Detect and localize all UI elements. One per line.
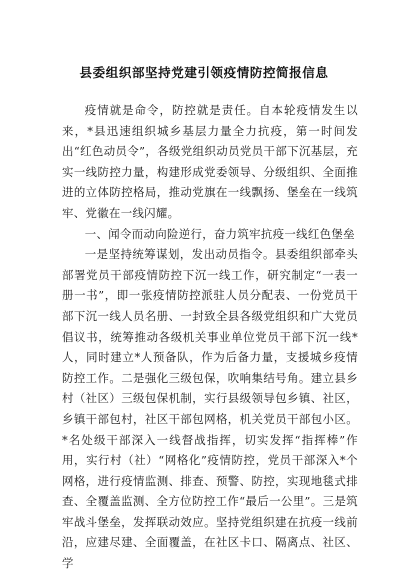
intro-paragraph: 疫情就是命令，防控就是责任。自本轮疫情发生以来，*县迅速组织城乡基层力量全力抗疫，第一时间发出“红色动员令”，各级党组织动员党员干部下沉基层，充实一线防控力量，构建形成党委领导、分级组织、全面推进的立体防控格局，推动党旗在一线飘扬、堡垒在一线筑牢、党徽在一线闪耀。 [62, 103, 358, 220]
document-body [62, 100, 358, 574]
section-heading-1: 一、闻令而动向险逆行，奋力筑牢抗疫一线红色堡垒 [84, 226, 355, 241]
section-1-paragraph: 一是坚持统筹谋划，发出动员指令。县委组织部牵头部署党员干部疫情防控下沉一线工作，研究制定“一表一册一书”，即一张疫情防控派驻人员分配表、一份党员干部下沉一线人员名册、一封致全县各级党组织和广大党员倡议书，统筹推动各级机关事业单位党员干部下沉一线*人，同时建立*人预备队，作为后备力量，支援城乡疫情防控工作。二是强化三级包保，吹响集结号角。建立县乡村（社区）三级包保机制，实行县级领导包乡镇、社区，乡镇干部包村，社区干部包网格，机关党员干部包小区。*名处级干部深入一线督战指挥，切实发挥“指挥棒”作用，实行村（社）“网格化”疫情防控，党员干部深入*个网格，进行疫情监测、排查、预警、防控，实现地毯式排查、全覆盖监测、全方位防控工作“最后一公里”。三是筑牢战斗堡垒，发挥联动效应。坚持党组织建在抗疫一线前沿，应建尽建、全面覆盖，在社区卡口、隔离点、社区、学 [62, 247, 358, 571]
document-title: 县委组织部坚持党建引领疫情防控简报信息 [79, 65, 329, 80]
